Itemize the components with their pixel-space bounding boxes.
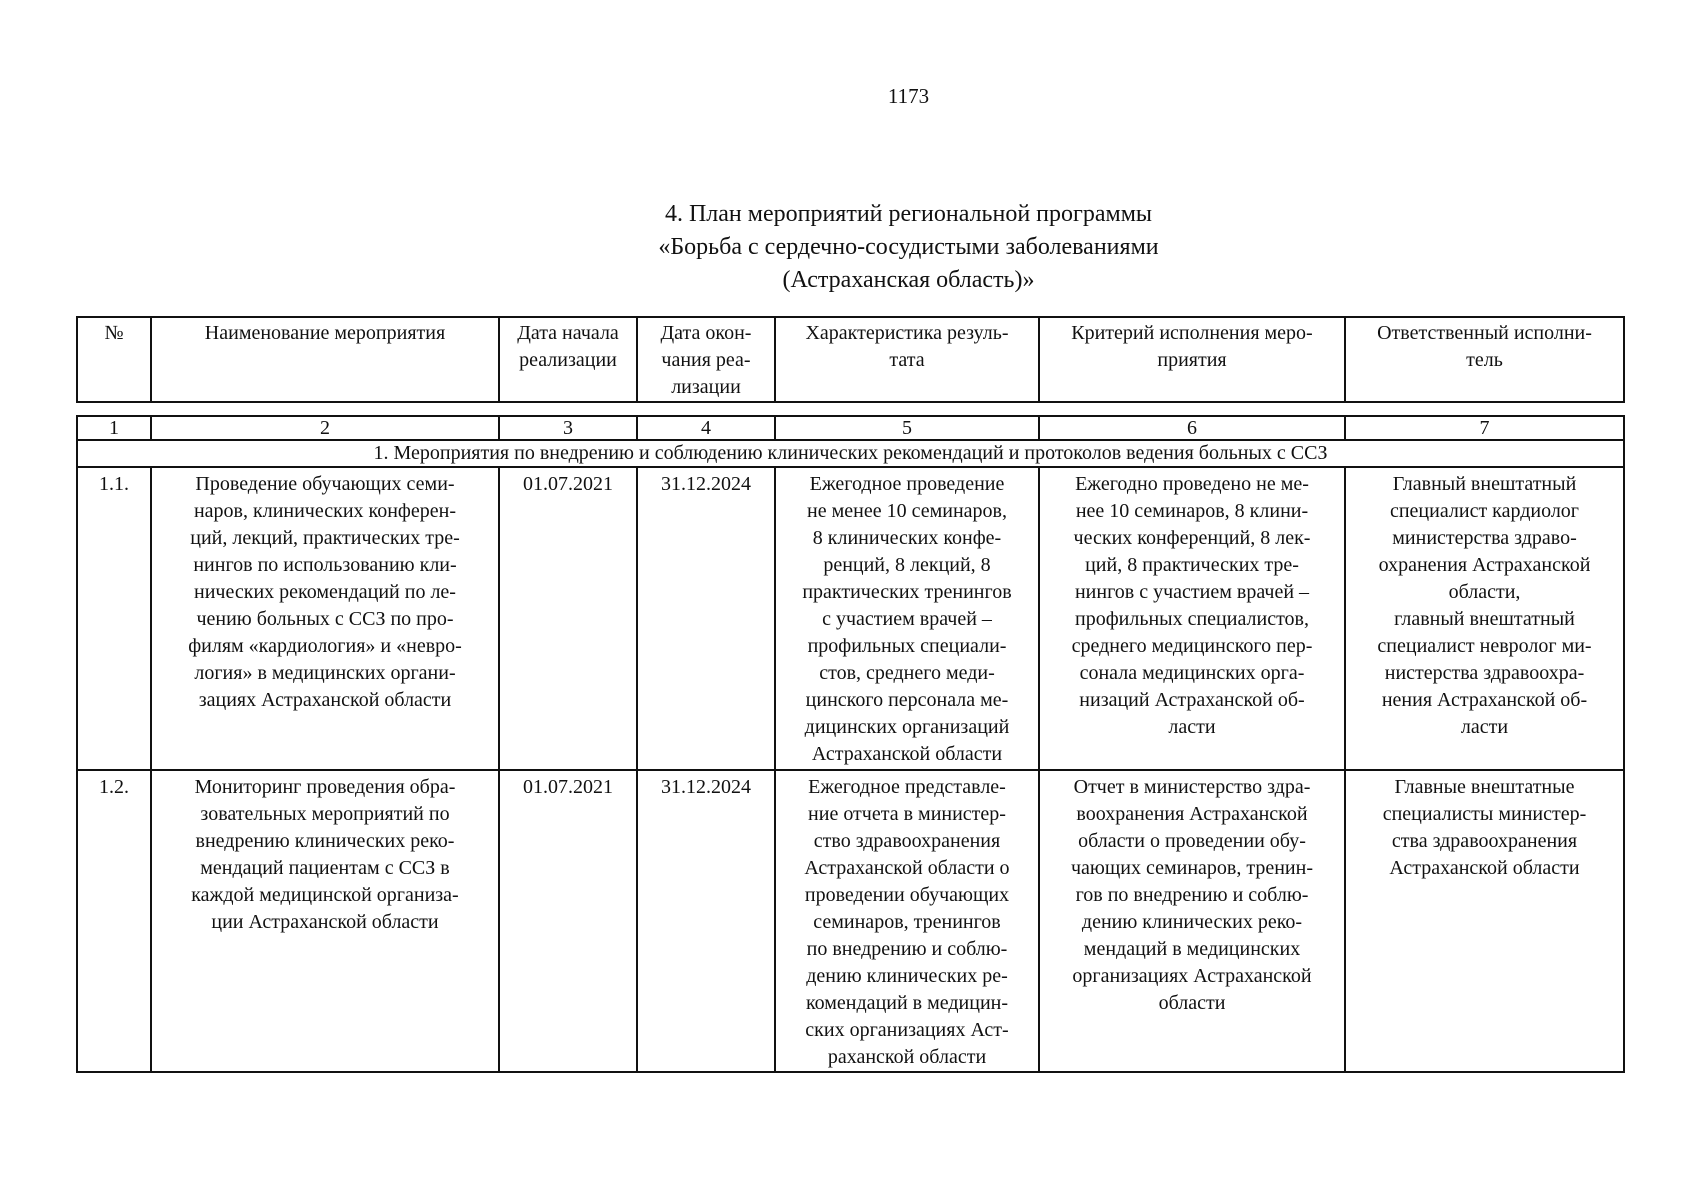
column-number: 4 xyxy=(637,416,775,440)
row-start-date: 01.07.2021 xyxy=(499,770,637,1072)
row-result: Ежегодное представле- ние отчета в министер- ство здравоохранения Астраханской области о проведении обучающих семинаров, тренингов по внедрению и соблю- дению клинических ре- комендаций в медицин- ских организациях Аст- раханской области xyxy=(775,770,1039,1072)
row-end-date: 31.12.2024 xyxy=(637,770,775,1072)
section-row xyxy=(77,440,1624,467)
row-result: Ежегодное проведение не менее 10 семинаров, 8 клинических конфе- ренций, 8 лекций, 8 практических тренингов с участием врачей – профильных специали- стов, среднего меди- цинского персонала ме- дицинских организаций Астраханской области xyxy=(775,467,1039,770)
title-line-3: (Астраханская область)» xyxy=(782,267,1035,293)
header-number: № xyxy=(77,317,151,402)
row-end-date: 31.12.2024 xyxy=(637,467,775,770)
page-number: 1173 xyxy=(887,84,930,108)
header-end-date: Дата окон- чания реа- лизации xyxy=(637,317,775,402)
section-title: 1. Мероприятия по внедрению и соблюдению клинических рекомендаций и протоколов ведения больных с ССЗ xyxy=(77,440,1624,467)
row-name: Мониторинг проведения обра- зовательных мероприятий по внедрению клинических реко- мендаций пациентам с ССЗ в каждой медицинской организа- ции Астраханской области xyxy=(151,770,499,1072)
title-line-2: «Борьба с сердечно-сосудистыми заболеваниями xyxy=(658,234,1159,260)
header-criterion: Критерий исполнения меро- приятия xyxy=(1039,317,1345,402)
document-title xyxy=(0,198,1699,297)
row-criterion: Ежегодно проведено не ме- нее 10 семинаров, 8 клини- ческих конференций, 8 лек- ций, 8 практических тре- нингов с участием врачей – профильных специалистов, среднего медицинского пер- сонала медицинских орга- низаций Астраханской об- ласти xyxy=(1039,467,1345,770)
column-number: 3 xyxy=(499,416,637,440)
row-name: Проведение обучающих семи- наров, клинических конферен- ций, лекций, практических тре- нингов по использованию кли- нических рекомендаций по ле- чению больных с ССЗ по про- филям «кардиология» и «невро- логия» в медицинских органи- зациях Астраханской области xyxy=(151,467,499,770)
header-result: Характеристика резуль- тата xyxy=(775,317,1039,402)
table-row xyxy=(77,467,1624,770)
column-number: 6 xyxy=(1039,416,1345,440)
column-number-row xyxy=(77,416,1624,440)
header-start-date: Дата начала реализации xyxy=(499,317,637,402)
header-name: Наименование мероприятия xyxy=(151,317,499,402)
table-header xyxy=(76,316,1625,403)
table-body xyxy=(76,415,1625,1073)
row-criterion: Отчет в министерство здра- воохранения Астраханской области о проведении обу- чающих семинаров, тренин- гов по внедрению и соблю- дению клинических реко- мендаций в медицинских организациях Астраханской области xyxy=(1039,770,1345,1072)
row-start-date: 01.07.2021 xyxy=(499,467,637,770)
row-responsible: Главный внештатный специалист кардиолог министерства здраво- охранения Астраханской области, главный внештатный специалист невролог ми- нистерства здравоохра- нения Астраханской об- ласти xyxy=(1345,467,1624,770)
row-number: 1.2. xyxy=(77,770,151,1072)
column-number: 7 xyxy=(1345,416,1624,440)
column-number: 2 xyxy=(151,416,499,440)
title-line-1: 4. План мероприятий региональной программы xyxy=(664,201,1153,227)
row-number: 1.1. xyxy=(77,467,151,770)
table-row xyxy=(77,770,1624,1072)
row-responsible: Главные внештатные специалисты министер- ства здравоохранения Астраханской области xyxy=(1345,770,1624,1072)
column-number: 1 xyxy=(77,416,151,440)
header-responsible: Ответственный исполни- тель xyxy=(1345,317,1624,402)
column-number: 5 xyxy=(775,416,1039,440)
